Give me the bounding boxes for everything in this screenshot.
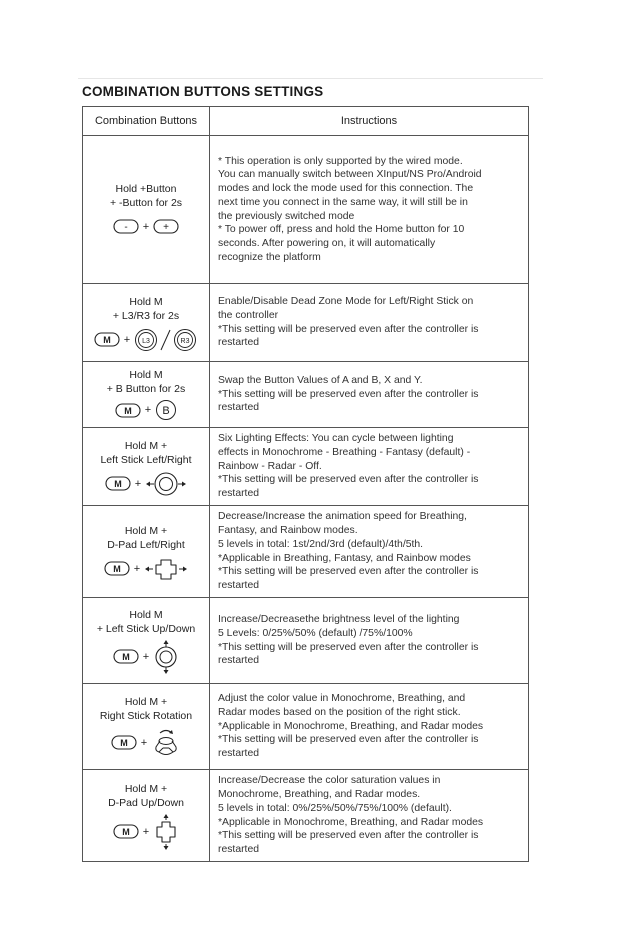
instructions-cell: Increase/Decreasethe brightness level of the lighting 5 Levels: 0/25%/50% (default) /75%/100% *This setting will be preserved even after the controller is restarted [210,598,529,684]
plus-sign: + [142,650,150,663]
combination-label: Hold M + Right Stick Rotation [99,695,193,722]
combination-cell [83,598,210,684]
combination-cell [83,684,210,770]
button-combo-icons [83,727,209,759]
header-instructions: Instructions [210,107,529,136]
table-row [83,506,529,598]
minus-button-icon [113,219,139,234]
button-combo-icons [83,216,209,238]
m-button-icon [113,649,139,664]
table-row [83,362,529,428]
left-stick-vertical-icon [153,640,179,674]
table-header-row [83,107,529,136]
instructions-cell: Swap the Button Values of A and B, X and Y. *This setting will be preserved even after the controller is restarted [210,362,529,428]
svg-text:R3: R3 [180,337,190,345]
combination-label: Hold M + Left Stick Left/Right [100,439,192,466]
combination-cell [83,136,210,284]
plus-sign: + [144,404,152,416]
svg-text:M: M [122,652,130,662]
m-button-icon [94,332,120,347]
svg-text:M: M [113,564,121,574]
button-combo-icons [83,558,209,580]
l3-r3-buttons-icon [134,328,198,352]
plus-sign: + [134,477,142,490]
combination-cell [83,284,210,362]
m-button-icon [111,735,137,750]
header-combination-buttons: Combination Buttons [83,107,210,136]
dpad-vertical-icon [153,814,179,850]
button-combo-icons [83,399,209,421]
svg-text:B: B [162,405,170,417]
svg-text:L3: L3 [142,337,151,345]
instructions-cell: Adjust the color value in Monochrome, Breathing, and Radar modes based on the position of the right stick. *Applicable in Monochrome, Breathing, and Radar modes *This setting will be preserved even after the controller is restarted [210,684,529,770]
combination-label: Hold M + D-Pad Left/Right [107,524,185,551]
table-row [83,284,529,362]
combination-label: Hold +Button + -Button for 2s [109,182,183,209]
svg-text:-: - [124,222,128,233]
table-row [83,136,529,284]
svg-text:+: + [163,222,170,233]
combination-cell [83,428,210,506]
right-stick-rotation-icon [151,727,181,759]
combination-cell [83,362,210,428]
instructions-cell: Increase/Decrease the color saturation values in Monochrome, Breathing, and Radar modes. 5 levels in total: 0%/25%/50%/75%/100% (default). *Applicable in Monochrome, Breathing, and Radar modes *This setting will be preserved even after the controller is restarted [210,770,529,862]
page-title: COMBINATION BUTTONS SETTINGS [82,84,324,99]
combination-label: Hold M + B Button for 2s [106,369,186,395]
button-combo-icons [83,814,209,850]
m-button-icon [104,561,130,576]
plus-button-icon [153,219,179,234]
svg-text:M: M [124,405,132,416]
svg-text:M: M [120,738,128,748]
combination-cell [83,770,210,862]
table-row [83,770,529,862]
plus-sign: + [123,333,131,346]
m-button-icon [115,403,141,418]
svg-text:M: M [122,827,130,837]
svg-text:M: M [114,479,122,489]
instructions-cell: * This operation is only supported by the wired mode. You can manually switch between XInput/NS Pro/Android modes and lock the mode used for this connection. The next time you connect in the same way, it will still be in the previously switched mode * To power off, press and hold the Home button for 10 seconds. After powering on, it will automatically recognize the platform [210,136,529,284]
plus-sign: + [142,220,150,233]
button-combo-icons [83,329,209,351]
plus-sign: + [142,825,150,838]
plus-sign: + [133,562,141,575]
table-row [83,428,529,506]
b-button-icon [155,399,177,421]
m-button-icon [113,824,139,839]
top-divider [78,78,543,79]
button-combo-icons [83,473,209,495]
combination-cell [83,506,210,598]
combination-label: Hold M + L3/R3 for 2s [112,295,180,322]
table-row [83,598,529,684]
combination-table [82,106,529,862]
combination-label: Hold M + D-Pad Up/Down [108,782,184,809]
button-combo-icons [83,640,209,674]
table-row [83,684,529,770]
instructions-cell: Decrease/Increase the animation speed for Breathing, Fantasy, and Rainbow modes. 5 levels in total: 1st/2nd/3rd (default)/4th/5th. *Applicable in Breathing, Fantasy, and Rainbow modes *This setting will be preserved even after the controller is restarted [210,506,529,598]
svg-text:M: M [103,335,111,345]
left-stick-horizontal-icon [145,471,187,497]
instructions-cell: Enable/Disable Dead Zone Mode for Left/Right Stick on the controller *This setting will be preserved even after the controller is restarted [210,284,529,362]
instructions-cell: Six Lighting Effects: You can cycle between lighting effects in Monochrome - Breathing - Fantasy (default) - Rainbow - Radar - Off. *This setting will be preserved even after the controller is restarted [210,428,529,506]
plus-sign: + [140,736,148,749]
dpad-horizontal-icon [144,556,188,582]
combination-label: Hold M + Left Stick Up/Down [96,608,196,635]
m-button-icon [105,476,131,491]
